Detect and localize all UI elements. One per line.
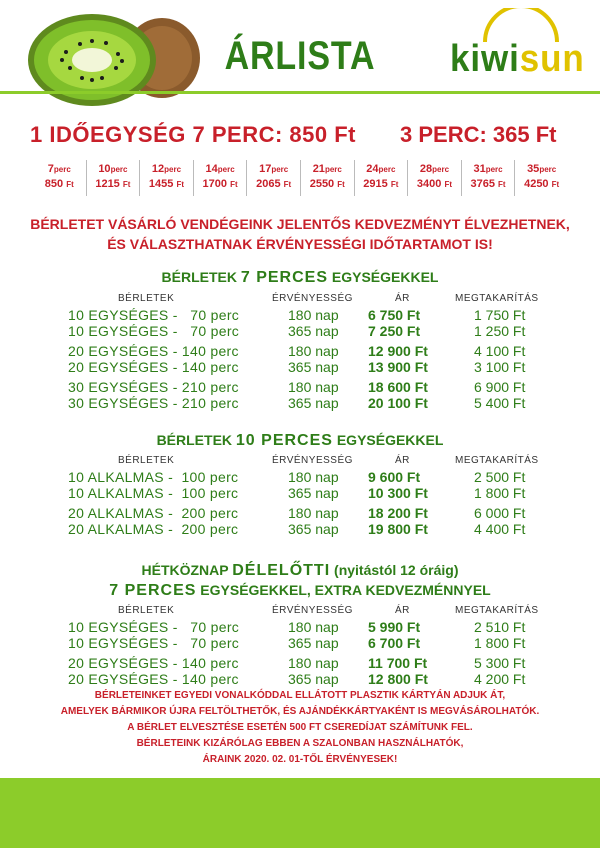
pass-validity: 180 nap <box>288 655 339 671</box>
price-cell <box>87 160 141 196</box>
pass-validity: 180 nap <box>288 619 339 635</box>
cell-minutes: 21perc <box>312 163 342 175</box>
price-cell <box>355 160 409 196</box>
footer-notes <box>0 688 600 768</box>
promo-line: BÉRLETET VÁSÁRLÓ VENDÉGEINK JELENTŐS KEDVEZMÉNYT ÉLVEZHETNEK, <box>30 216 570 232</box>
pass-validity: 180 nap <box>288 469 339 485</box>
table-row <box>0 485 600 501</box>
pass-name: 10 EGYSÉGES - 70 perc <box>68 619 240 635</box>
promo-line: ÉS VÁLASZTHATNAK ÉRVÉNYESSÉGI IDŐTARTAMOT IS! <box>107 236 493 252</box>
note-line: BÉRLETEINK KIZÁRÓLAG EBBEN A SZALONBAN HASZNÁLHATÓK, <box>136 738 464 749</box>
section-title-morning <box>0 562 600 580</box>
bottom-green-bar <box>0 778 600 848</box>
pass-validity: 365 nap <box>288 485 339 501</box>
section-title-post: EGYSÉGEKKEL <box>332 432 444 448</box>
pass-name: 30 EGYSÉGES - 210 perc <box>68 379 239 395</box>
header-megtakaritas: MEGTAKARÍTÁS <box>455 455 539 466</box>
cell-minutes: 31perc <box>473 163 503 175</box>
pass-name: 10 EGYSÉGES - 70 perc <box>68 323 240 339</box>
pass-price: 12 800 Ft <box>368 671 428 687</box>
section-title-7perc <box>0 269 600 287</box>
section-title-emphasis: 10 PERCES <box>235 432 333 449</box>
pass-name: 10 EGYSÉGES - 70 perc <box>68 307 240 323</box>
unit-price-main: 1 IDŐEGYSÉG 7 PERC: 850 Ft <box>30 122 356 147</box>
price-cell <box>462 160 516 196</box>
table-row <box>0 307 600 323</box>
pass-validity: 180 nap <box>288 379 339 395</box>
section-title-emphasis: 7 PERCES <box>240 269 328 286</box>
cell-price: 850 Ft <box>44 178 74 190</box>
section-title-pre: HÉTKÖZNAP <box>141 562 233 578</box>
header-ervenyesseg: ÉRVÉNYESSÉG <box>272 455 353 466</box>
header-ar: ÁR <box>395 605 410 616</box>
cell-price: 4250 Ft <box>524 178 560 190</box>
note-line: AMELYEK BÁRMIKOR ÚJRA FELTÖLTHETŐK, ÉS AJÁNDÉKKÁRTYAKÉNT IS MEGVÁSÁROLHATÓK. <box>60 706 540 717</box>
cell-minutes: 28perc <box>419 163 450 175</box>
pass-saving: 1 750 Ft <box>474 307 526 323</box>
header-megtakaritas: MEGTAKARÍTÁS <box>455 293 539 304</box>
cell-price: 2550 Ft <box>309 178 345 190</box>
minute-price-grid <box>33 160 568 196</box>
note-line: BÉRLETEINKET EGYEDI VONALKÓDDAL ELLÁTOTT PLASZTIK KÁRTYÁN ADJUK ÁT, <box>94 690 506 701</box>
price-cell <box>515 160 568 196</box>
pass-price: 13 900 Ft <box>368 359 428 375</box>
pass-name: 30 EGYSÉGES - 210 perc <box>68 395 239 411</box>
note-line: ÁRAINK 2020. 02. 01-TŐL ÉRVÉNYESEK! <box>202 754 398 765</box>
pass-saving: 1 800 Ft <box>474 635 526 651</box>
section-subtitle-post: EGYSÉGEKKEL, EXTRA KEDVEZMÉNNYEL <box>196 582 491 598</box>
header-ar: ÁR <box>395 293 410 304</box>
pass-saving: 3 100 Ft <box>474 359 526 375</box>
pass-saving: 4 100 Ft <box>474 343 526 359</box>
section-title-pre: BÉRLETEK <box>161 269 241 285</box>
pass-price: 6 750 Ft <box>368 307 421 323</box>
pass-saving: 1 800 Ft <box>474 485 526 501</box>
price-cell <box>194 160 248 196</box>
table-row <box>0 379 600 395</box>
pass-saving: 5 300 Ft <box>474 655 526 671</box>
logo-text-kiwi: kiwi <box>450 38 520 80</box>
header-berletek: BÉRLETEK <box>118 455 175 466</box>
table-row <box>0 521 600 537</box>
section-title-emphasis: DÉLELŐTTI <box>232 562 331 579</box>
header-berletek: BÉRLETEK <box>118 605 175 616</box>
pass-saving: 2 500 Ft <box>474 469 526 485</box>
cell-price: 2065 Ft <box>256 178 292 190</box>
pass-name: 20 EGYSÉGES - 140 perc <box>68 359 239 375</box>
section-title-10perc <box>0 432 600 450</box>
logo-text-sun: sun <box>519 38 585 80</box>
cell-minutes: 17perc <box>259 163 289 175</box>
cell-price: 3765 Ft <box>470 178 506 190</box>
cell-minutes: 24perc <box>366 163 396 175</box>
top-divider <box>0 91 600 94</box>
table-row <box>0 395 600 411</box>
header-ervenyesseg: ÉRVÉNYESSÉG <box>272 605 353 616</box>
note-line: A BÉRLET ELVESZTÉSE ESETÉN 500 FT CSEREDÍJAT SZÁMÍTUNK FEL. <box>127 722 473 733</box>
table-row <box>0 505 600 521</box>
pass-name: 10 ALKALMAS - 100 perc <box>68 485 239 501</box>
page-title: ÁRLISTA <box>224 34 376 78</box>
pass-saving: 2 510 Ft <box>474 619 526 635</box>
table-row <box>0 359 600 375</box>
pass-price: 18 200 Ft <box>368 505 428 521</box>
header-ervenyesseg: ÉRVÉNYESSÉG <box>272 293 353 304</box>
pass-price: 18 600 Ft <box>368 379 428 395</box>
cell-minutes: 35perc <box>527 163 557 175</box>
table-row <box>0 655 600 671</box>
pass-validity: 180 nap <box>288 307 339 323</box>
pass-price: 11 700 Ft <box>368 655 428 671</box>
section-title-post: EGYSÉGEKKEL <box>328 269 439 285</box>
pass-validity: 365 nap <box>288 359 339 375</box>
table-row <box>0 635 600 651</box>
pass-price: 5 990 Ft <box>368 619 421 635</box>
price-cell <box>33 160 87 196</box>
kiwisun-logo <box>450 38 585 81</box>
cell-price: 1700 Ft <box>202 178 238 190</box>
pass-price: 20 100 Ft <box>368 395 428 411</box>
pass-validity: 365 nap <box>288 323 339 339</box>
unit-price-short: 3 PERC: 365 Ft <box>400 122 557 147</box>
pass-saving: 4 400 Ft <box>474 521 526 537</box>
table-row <box>0 469 600 485</box>
table-row <box>0 671 600 687</box>
header-ar: ÁR <box>395 455 410 466</box>
pass-saving: 5 400 Ft <box>474 395 526 411</box>
pass-price: 12 900 Ft <box>368 343 428 359</box>
cell-minutes: 12perc <box>151 163 182 175</box>
section-title-post: (nyitástól 12 óráig) <box>330 562 459 578</box>
pass-saving: 4 200 Ft <box>474 671 526 687</box>
section-subtitle-morning <box>0 582 600 600</box>
promo-text <box>0 214 600 254</box>
pass-name: 20 ALKALMAS - 200 perc <box>68 521 239 537</box>
table-row <box>0 323 600 339</box>
pass-name: 20 EGYSÉGES - 140 perc <box>68 343 239 359</box>
pass-price: 19 800 Ft <box>368 521 428 537</box>
price-cell <box>301 160 355 196</box>
price-cell <box>247 160 301 196</box>
cell-minutes: 10perc <box>98 163 128 175</box>
header-megtakaritas: MEGTAKARÍTÁS <box>455 605 539 616</box>
pass-price: 9 600 Ft <box>368 469 421 485</box>
pass-validity: 365 nap <box>288 635 339 651</box>
pass-validity: 365 nap <box>288 521 339 537</box>
section-subtitle-emphasis: 7 PERCES <box>109 582 197 599</box>
header-berletek: BÉRLETEK <box>118 293 175 304</box>
section-title-pre: BÉRLETEK <box>156 432 236 448</box>
price-cell <box>140 160 194 196</box>
pass-price: 7 250 Ft <box>368 323 421 339</box>
cell-price: 1455 Ft <box>148 178 185 190</box>
price-cell <box>408 160 462 196</box>
pass-name: 10 EGYSÉGES - 70 perc <box>68 635 240 651</box>
pass-name: 20 EGYSÉGES - 140 perc <box>68 671 239 687</box>
pass-saving: 6 000 Ft <box>474 505 526 521</box>
pass-validity: 365 nap <box>288 671 339 687</box>
cell-minutes: 7perc <box>47 163 71 175</box>
pass-saving: 6 900 Ft <box>474 379 526 395</box>
pass-name: 10 ALKALMAS - 100 perc <box>68 469 239 485</box>
pass-validity: 365 nap <box>288 395 339 411</box>
pass-saving: 1 250 Ft <box>474 323 526 339</box>
pass-name: 20 EGYSÉGES - 140 perc <box>68 655 239 671</box>
cell-price: 3400 Ft <box>416 178 452 190</box>
cell-minutes: 14perc <box>205 163 235 175</box>
table-row <box>0 619 600 635</box>
pass-price: 10 300 Ft <box>368 485 428 501</box>
pass-validity: 180 nap <box>288 343 339 359</box>
table-row <box>0 343 600 359</box>
pass-validity: 180 nap <box>288 505 339 521</box>
pass-price: 6 700 Ft <box>368 635 421 651</box>
cell-price: 2915 Ft <box>363 178 399 190</box>
pass-name: 20 ALKALMAS - 200 perc <box>68 505 239 521</box>
cell-price: 1215 Ft <box>95 178 131 190</box>
